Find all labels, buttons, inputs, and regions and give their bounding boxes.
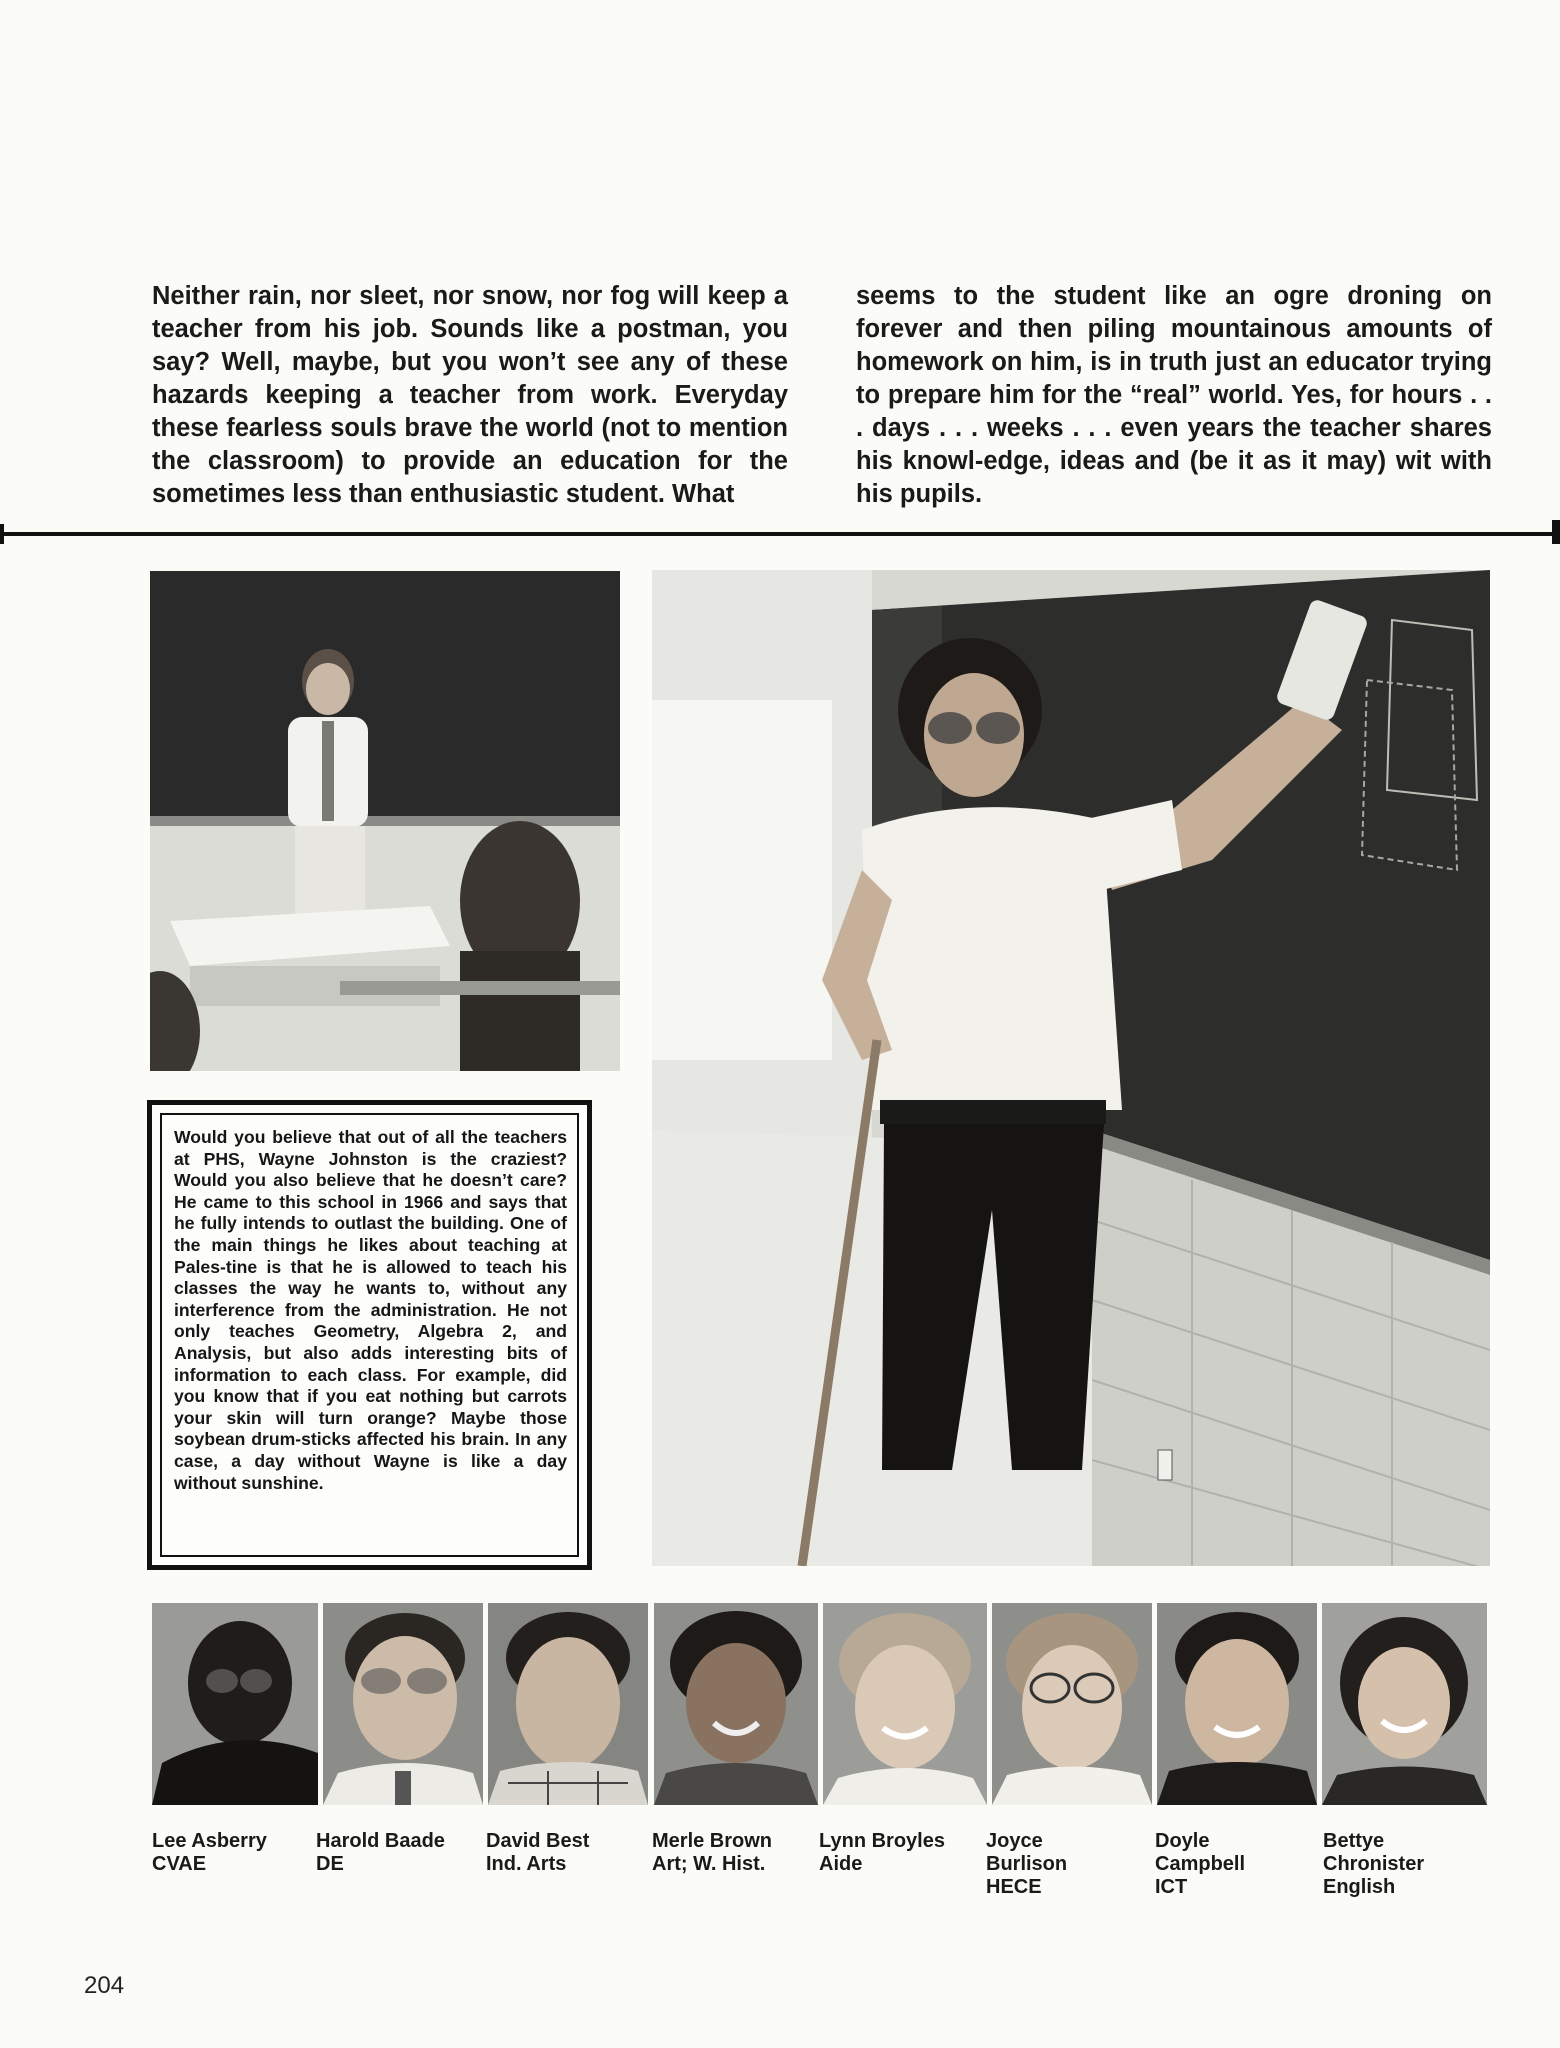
intro-text-right-column: seems to the student like an ogre droning on forever and then piling mountainous amounts of homework on him, is in truth just an educator trying to prepare him for the “real” world. Yes, for hours . . . days . . . weeks . . . even years the teacher shares his knowl-edge, ideas and (be it as it may) wit with his pupils. <box>856 282 1492 508</box>
caption-name: Bettye <box>1323 1830 1385 1852</box>
caption-name: Joyce <box>986 1830 1043 1852</box>
portrait-photo <box>152 1603 318 1805</box>
caption-subject: DE <box>316 1853 344 1875</box>
portrait-caption <box>1155 1830 1315 1899</box>
caption-name-line2: Chronister <box>1323 1853 1425 1875</box>
caption-name-line2: Burlison <box>986 1853 1068 1875</box>
caption-subject: Art; W. Hist. <box>652 1853 766 1875</box>
caption-subject: Aide <box>819 1853 863 1875</box>
portrait-caption <box>1323 1830 1483 1899</box>
portrait-photo <box>323 1603 483 1805</box>
portrait-caption <box>652 1830 812 1876</box>
portrait-photo <box>823 1603 987 1805</box>
intro-text-left-column: Neither rain, nor sleet, nor snow, nor fog will keep a teacher from his job. Sounds like a postman, you say? Well, maybe, but you won’t see any of these hazards keeping a teacher from work. Everyday these fearless souls brave the world (not to mention the classroom) to provide an education for the sometimes less than enthusiastic student. What <box>152 282 788 508</box>
portrait-caption <box>986 1830 1146 1899</box>
caption-name: Merle Brown <box>652 1830 773 1852</box>
caption-name: Lee Asberry <box>152 1830 267 1852</box>
caption-subject: CVAE <box>152 1853 207 1875</box>
section-divider-rule <box>0 532 1560 536</box>
caption-name: Lynn Broyles <box>819 1830 945 1852</box>
caption-subject: ICT <box>1155 1876 1188 1898</box>
caption-subject: Ind. Arts <box>486 1853 567 1875</box>
portrait-photo <box>992 1603 1152 1805</box>
portrait-caption <box>316 1830 476 1876</box>
portrait-caption <box>152 1830 312 1876</box>
caption-name: Harold Baade <box>316 1830 445 1852</box>
portrait-photo <box>1322 1603 1487 1805</box>
portrait-caption <box>819 1830 979 1876</box>
page-number: 204 <box>84 1972 125 1999</box>
portrait-caption <box>486 1830 646 1876</box>
feature-story-box <box>147 1100 592 1570</box>
caption-name-line2: Campbell <box>1155 1853 1246 1875</box>
caption-subject: English <box>1323 1876 1396 1898</box>
feature-story-text: Would you believe that out of all the teachers at PHS, Wayne Johnston is the craziest? Would you also believe that he doesn’t care? He came to this school in 1966 and says that he fully intends to outlast the building. One of the main things he likes about teaching at Pales-tine is that he is allowed to teach his classes the way he wants to, without any interference from the administration. He not only teaches Geometry, Algebra 2, and Analysis, but also adds interesting bits of information to each class. For example, did you know that if you eat nothing but carrots your skin will turn orange? Maybe those soybean drum-sticks affected his brain. In any case, a day without Wayne is like a day without sunshine. <box>174 1127 567 1493</box>
teacher-chalkboard-photo <box>652 570 1490 1566</box>
divider-end-mark <box>1552 520 1560 544</box>
caption-name: David Best <box>486 1830 590 1852</box>
portrait-photo <box>654 1603 818 1805</box>
portrait-photo <box>488 1603 648 1805</box>
caption-name: Doyle <box>1155 1830 1210 1852</box>
classroom-photo <box>150 571 620 1071</box>
portrait-photo <box>1157 1603 1317 1805</box>
divider-end-mark <box>0 524 4 544</box>
caption-subject: HECE <box>986 1876 1042 1898</box>
